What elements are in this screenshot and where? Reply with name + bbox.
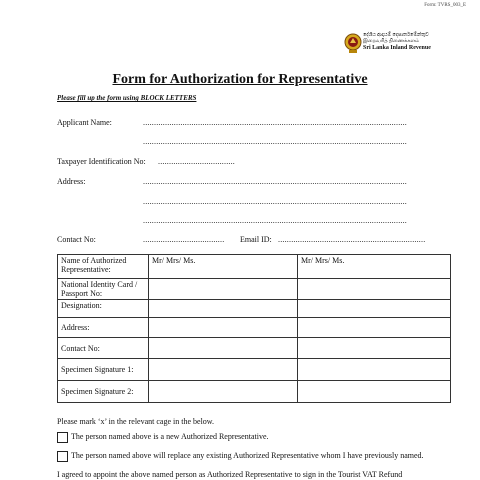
agency-name-sinhala: දේශීය ආදායම් දෙපාර්තමේන්තුව (363, 33, 429, 38)
form-code: Form: TVRS_003_E (424, 3, 466, 8)
replace-representative-option-label: The person named above will replace any existing Authorized Representative whom I have previously named. (71, 451, 424, 460)
table-row-label: Specimen Signature 2: (58, 381, 149, 403)
tin-label: Taxpayer Identification No: (57, 157, 146, 166)
table-row-label: Contact No: (58, 338, 149, 359)
sri-lanka-emblem-icon (344, 32, 362, 54)
applicant-name-label: Applicant Name: (57, 118, 112, 127)
agency-name-english: Sri Lanka Inland Revenue (363, 45, 431, 51)
table-row-label: Address: (58, 318, 149, 338)
representative-1-name-cell[interactable]: Mr/ Mrs/ Ms. (149, 255, 298, 279)
agency-logo (344, 32, 464, 58)
representative-1-signature-2-cell[interactable] (149, 381, 298, 403)
email-field[interactable]: ................................................................... (278, 235, 426, 244)
table-row (58, 359, 451, 381)
table-row-label: National Identity Card / Passport No: (58, 279, 149, 300)
table-row (58, 338, 451, 359)
contact-label: Contact No: (57, 235, 96, 244)
table-row-label: Name of Authorized Representative: (58, 255, 149, 279)
representative-1-signature-1-cell[interactable] (149, 359, 298, 381)
address-field-line-2[interactable]: ........................................................................................................................ (143, 197, 407, 206)
representative-1-contact-cell[interactable] (149, 338, 298, 359)
page-title-text: Form for Authorization for Representative (112, 72, 368, 87)
representative-1-designation-cell[interactable] (149, 300, 298, 318)
representative-2-contact-cell[interactable] (298, 338, 451, 359)
new-representative-option-label: The person named above is a new Authorized Representative. (71, 432, 269, 441)
agency-name (363, 33, 431, 51)
representative-1-nic-cell[interactable] (149, 279, 298, 300)
tin-field[interactable]: ................................... (158, 157, 235, 166)
representative-2-signature-2-cell[interactable] (298, 381, 451, 403)
table-row (58, 279, 451, 300)
applicant-name-field-line-2[interactable]: ........................................................................................................................ (143, 137, 407, 146)
new-representative-checkbox[interactable] (57, 432, 68, 443)
representative-table (57, 254, 451, 403)
table-row (58, 255, 451, 279)
table-row (58, 300, 451, 318)
representative-2-designation-cell[interactable] (298, 300, 451, 318)
address-field-line-1[interactable]: ........................................................................................................................ (143, 177, 407, 186)
representative-2-signature-1-cell[interactable] (298, 359, 451, 381)
contact-field[interactable]: ..................................... (143, 235, 225, 244)
applicant-name-field[interactable]: ........................................................................................................................ (143, 118, 407, 127)
table-row (58, 381, 451, 403)
agreement-text: I agreed to appoint the above named person as Authorized Representative to sign in the Tourist VAT Refund (57, 470, 403, 479)
email-label: Email ID: (240, 235, 272, 244)
address-field-line-3[interactable]: ........................................................................................................................ (143, 216, 407, 225)
table-row-label: Designation: (58, 300, 149, 318)
fill-instruction: Please fill up the form using BLOCK LETTERS (57, 94, 197, 102)
table-row (58, 318, 451, 338)
representative-1-address-cell[interactable] (149, 318, 298, 338)
address-label: Address: (57, 177, 86, 186)
mark-instruction: Please mark ‘x’ in the relevant cage in the below. (57, 417, 215, 426)
representative-2-address-cell[interactable] (298, 318, 451, 338)
replace-representative-checkbox[interactable] (57, 451, 68, 462)
table-row-label: Specimen Signature 1: (58, 359, 149, 381)
representative-2-nic-cell[interactable] (298, 279, 451, 300)
representative-2-name-cell[interactable]: Mr/ Mrs/ Ms. (298, 255, 451, 279)
page-title (0, 72, 480, 88)
agency-name-tamil: இறைவரித் திணைக்களம் (363, 39, 420, 44)
